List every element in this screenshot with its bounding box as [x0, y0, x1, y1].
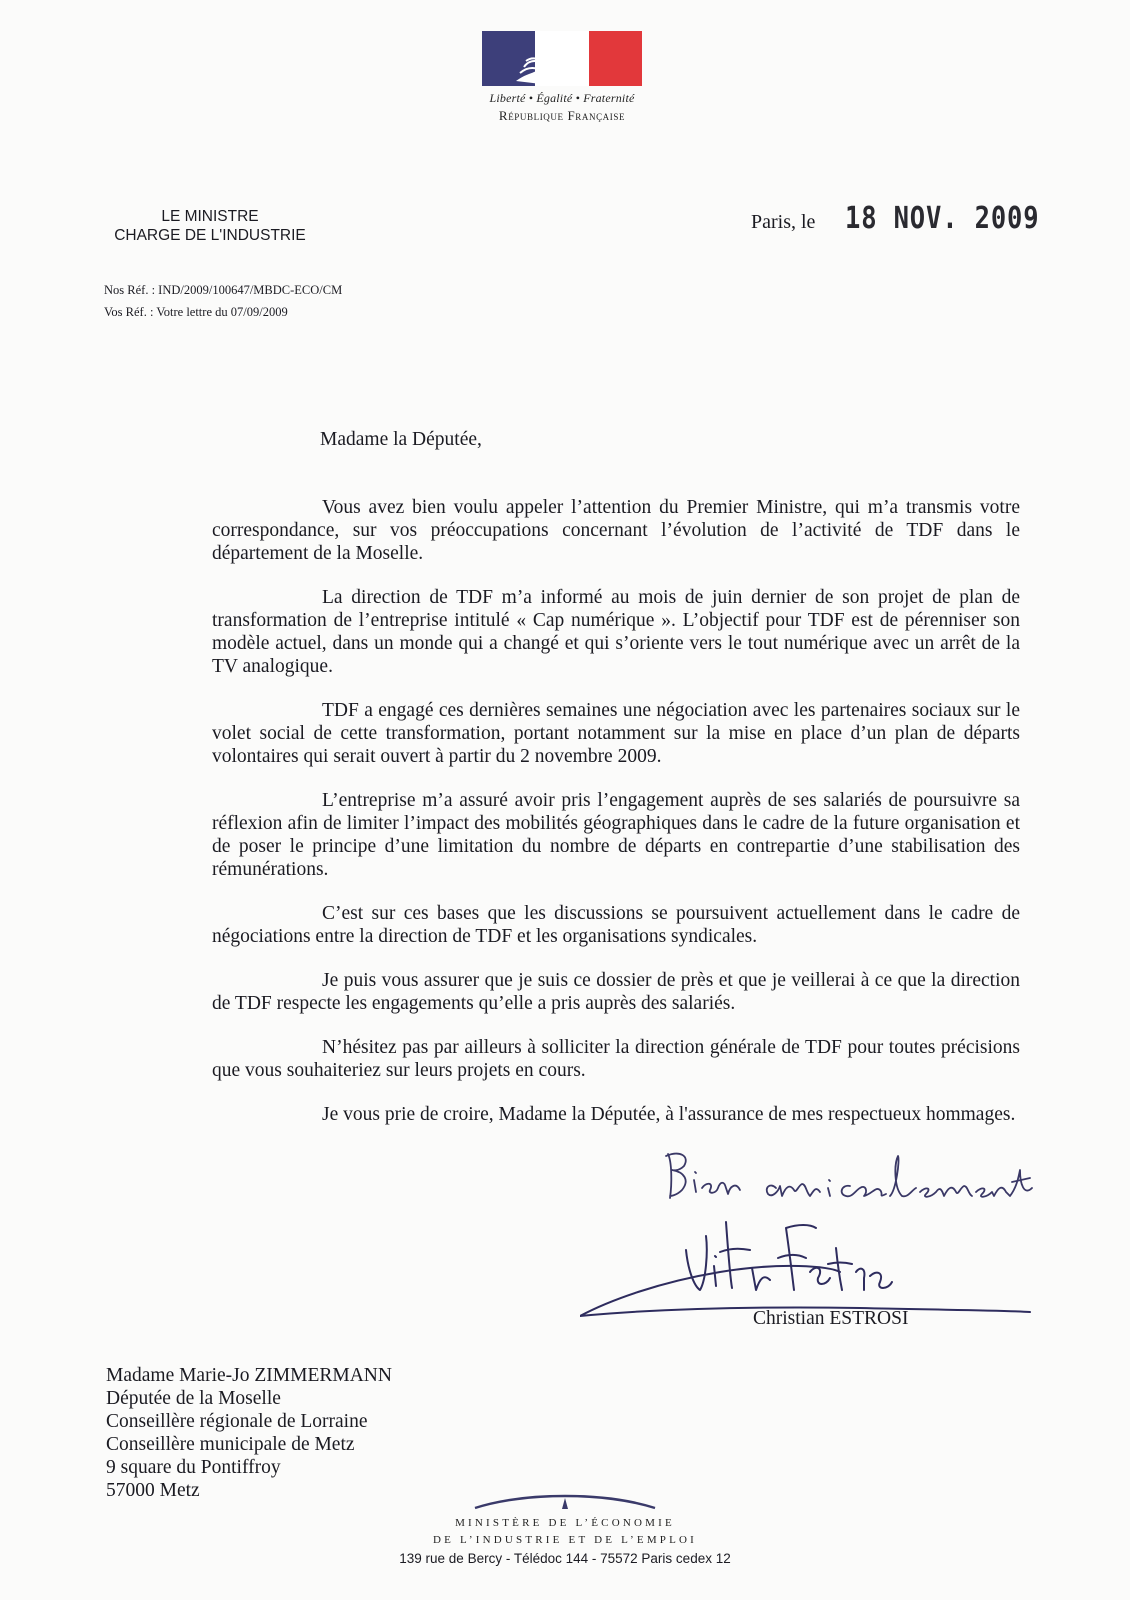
your-reference: Vos Réf. : Votre lettre du 07/09/2009 — [104, 305, 288, 319]
paragraph: C’est sur ces bases que les discussions se poursuivent actuellement dans le cadre de négociations entre la direction de TDF et les organisations syndicales. — [212, 903, 1020, 947]
date-label: Paris, le — [751, 211, 816, 233]
ministry-address: 139 rue de Bercy - Télédoc 144 - 75572 Paris cedex 12 — [399, 1551, 731, 1566]
recipient-line: 57000 Metz — [106, 1480, 200, 1501]
republic-motto: Liberté • Égalité • Fraternité — [489, 91, 635, 105]
recipient-line: Madame Marie-Jo ZIMMERMANN — [106, 1365, 392, 1386]
ministry-footer — [0, 1488, 1130, 1566]
recipient-line: Conseillère régionale de Lorraine — [106, 1411, 368, 1432]
our-reference: Nos Réf. : IND/2009/100647/MBDC-ECO/CM — [104, 283, 343, 297]
recipient-line: Conseillère municipale de Metz — [106, 1434, 355, 1455]
recipient-address — [106, 1364, 392, 1502]
republique-francaise-logo — [482, 31, 642, 124]
letter-body — [212, 496, 1020, 1147]
tricolor-flag — [482, 31, 642, 86]
marianne-profile-icon — [506, 31, 576, 86]
ministry-name: MINISTÈRE DE L’ÉCONOMIE DE L’INDUSTRIE ET DE L’EMPLOI — [432, 1517, 698, 1546]
signer-name: Christian ESTROSI — [753, 1308, 909, 1329]
salutation: Madame la Députée, — [320, 429, 482, 450]
recipient-line: Députée de la Moselle — [106, 1388, 281, 1409]
paragraph: La direction de TDF m’a informé au mois de juin dernier de son projet de plan de transformation de l’entreprise intitulé « Cap numérique ». L’objectif pour TDF est de pérenniser son modèle actuel, dans un monde qui a changé et qui s’oriente vers le tout numérique avec un arrêt de la TV analogique. — [212, 587, 1020, 677]
date-stamp: 18 NOV. 2009 — [845, 201, 1040, 236]
sender-title: LE MINISTRE CHARGE DE L'INDUSTRIE — [114, 208, 306, 244]
handwritten-signature — [580, 1140, 1060, 1330]
paragraph: N’hésitez pas par ailleurs à solliciter la direction générale de TDF pour toutes précisions que vous souhaiteriez sur leurs projets en cours. — [212, 1037, 1020, 1081]
paragraph: Je puis vous assurer que je suis ce dossier de près et que je veillerai à ce que la direction de TDF respecte les engagements qu’elle a pris auprès des salariés. — [212, 970, 1020, 1014]
paragraph: Vous avez bien voulu appeler l’attention du Premier Ministre, qui m’a transmis votre correspondance, sur vos préoccupations concernant l’évolution de l’activité de TDF dans le département de la Moselle. — [212, 497, 1020, 564]
date-line — [751, 201, 1074, 236]
paragraph: TDF a engagé ces dernières semaines une négociation avec les partenaires sociaux sur le volet social de cette transformation, portant notamment sur la mise en place d’un plan de départs volontaires qui serait ouvert à partir du 2 novembre 2009. — [212, 700, 1020, 767]
paragraph: L’entreprise m’a assuré avoir pris l’engagement auprès de ses salariés de poursuivre sa réflexion afin de limiter l’impact des mobilités géographiques dans le cadre de la future organisation et de poser le principe d’une limitation du nombre de départs en contrepartie d’une stabilisation des rémunérations. — [212, 790, 1020, 880]
ministry-logo-icon — [465, 1488, 665, 1512]
paragraph: Je vous prie de croire, Madame la Députée, à l'assurance de mes respectueux hommages. — [322, 1104, 1016, 1125]
references — [104, 279, 342, 323]
republic-name: République Française — [498, 108, 626, 123]
recipient-line: 9 square du Pontiffroy — [106, 1457, 281, 1478]
